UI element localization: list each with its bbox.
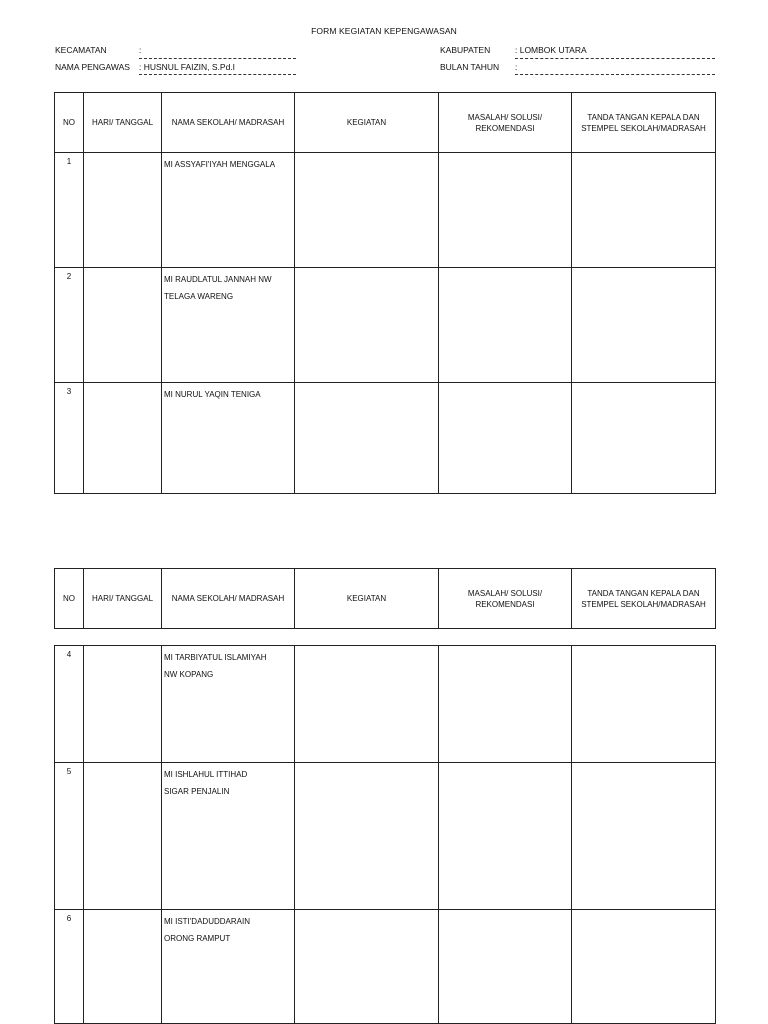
school-name-line1: MI NURUL YAQIN TENIGA xyxy=(164,390,261,399)
school-name-line1: MI ISTI'DADUDDARAIN xyxy=(164,917,250,926)
row-school xyxy=(162,763,295,910)
row-masalah-cell[interactable] xyxy=(439,383,572,494)
table-header-row xyxy=(55,93,716,153)
row-kegiatan-cell[interactable] xyxy=(295,153,439,268)
col-masalah xyxy=(439,93,572,153)
pengawas-label: NAMA PENGAWAS xyxy=(55,62,130,72)
row-tanda-cell[interactable] xyxy=(572,268,716,383)
col-masalah-line2: REKOMENDASI xyxy=(475,599,535,609)
row-no: 1 xyxy=(55,153,84,268)
table-row xyxy=(55,268,716,383)
row-masalah-cell[interactable] xyxy=(439,153,572,268)
school-name-line2: SIGAR PENJALIN xyxy=(164,787,230,796)
col-hari: HARI/ TANGGAL xyxy=(84,93,162,153)
table-header-row xyxy=(55,569,716,629)
col-masalah-line1: MASALAH/ SOLUSI/ xyxy=(467,588,543,598)
row-hari-cell[interactable] xyxy=(84,910,162,1024)
row-masalah-cell[interactable] xyxy=(439,910,572,1024)
row-hari-cell[interactable] xyxy=(84,268,162,383)
school-name-line2: ORONG RAMPUT xyxy=(164,934,231,943)
activity-table-2-header xyxy=(54,568,716,629)
pengawas-line xyxy=(139,74,296,75)
row-school xyxy=(162,153,295,268)
row-kegiatan-cell[interactable] xyxy=(295,763,439,910)
row-tanda-cell[interactable] xyxy=(572,910,716,1024)
row-no: 4 xyxy=(55,646,84,763)
row-masalah-cell[interactable] xyxy=(439,646,572,763)
kecamatan-line xyxy=(139,58,296,59)
col-masalah xyxy=(439,569,572,629)
table-row xyxy=(55,646,716,763)
school-name-line1: MI RAUDLATUL JANNAH NW xyxy=(164,275,272,284)
row-no: 6 xyxy=(55,910,84,1024)
table-row xyxy=(55,910,716,1024)
col-masalah-line2: REKOMENDASI xyxy=(475,123,535,133)
row-masalah-cell[interactable] xyxy=(439,268,572,383)
school-name-line1: MI ISHLAHUL ITTIHAD xyxy=(164,770,248,779)
col-tanda-line1: TANDA TANGAN KEPALA DAN xyxy=(587,588,700,598)
row-kegiatan-cell[interactable] xyxy=(295,268,439,383)
activity-table-1 xyxy=(54,92,716,494)
pengawas-value: : HUSNUL FAIZIN, S.Pd.I xyxy=(139,62,236,72)
col-masalah-line1: MASALAH/ SOLUSI/ xyxy=(467,112,543,122)
table-row xyxy=(55,383,716,494)
col-tanda-line2: STEMPEL SEKOLAH/MADRASAH xyxy=(581,599,706,609)
kecamatan-value: : xyxy=(139,45,142,55)
col-nama: NAMA SEKOLAH/ MADRASAH xyxy=(162,569,295,629)
row-tanda-cell[interactable] xyxy=(572,383,716,494)
row-hari-cell[interactable] xyxy=(84,646,162,763)
row-masalah-cell[interactable] xyxy=(439,763,572,910)
col-kegiatan: KEGIATAN xyxy=(295,569,439,629)
form-title: FORM KEGIATAN KEPENGAWASAN xyxy=(311,26,457,36)
row-hari-cell[interactable] xyxy=(84,763,162,910)
row-no: 5 xyxy=(55,763,84,910)
col-tanda-line2: STEMPEL SEKOLAH/MADRASAH xyxy=(581,123,706,133)
col-no: NO xyxy=(55,569,84,629)
row-school xyxy=(162,383,295,494)
row-tanda-cell[interactable] xyxy=(572,153,716,268)
bulan-value: : xyxy=(515,62,518,72)
table-row xyxy=(55,153,716,268)
row-hari-cell[interactable] xyxy=(84,383,162,494)
col-nama: NAMA SEKOLAH/ MADRASAH xyxy=(162,93,295,153)
kabupaten-label: KABUPATEN xyxy=(440,45,491,55)
row-kegiatan-cell[interactable] xyxy=(295,646,439,763)
col-hari: HARI/ TANGGAL xyxy=(84,569,162,629)
row-tanda-cell[interactable] xyxy=(572,646,716,763)
bulan-line xyxy=(515,74,715,75)
row-no: 2 xyxy=(55,268,84,383)
row-school xyxy=(162,910,295,1024)
kabupaten-line xyxy=(515,58,715,59)
school-name-line2: NW KOPANG xyxy=(164,670,214,679)
col-tanda xyxy=(572,569,716,629)
col-tanda-line1: TANDA TANGAN KEPALA DAN xyxy=(587,112,700,122)
row-school xyxy=(162,646,295,763)
school-name-line1: MI ASSYAFI'IYAH MENGGALA xyxy=(164,160,276,169)
activity-table-2-body xyxy=(54,645,716,1024)
row-hari-cell[interactable] xyxy=(84,153,162,268)
school-name-line2: TELAGA WARENG xyxy=(164,292,234,301)
col-tanda xyxy=(572,93,716,153)
row-no: 3 xyxy=(55,383,84,494)
col-no: NO xyxy=(55,93,84,153)
kecamatan-label: KECAMATAN xyxy=(55,45,107,55)
row-kegiatan-cell[interactable] xyxy=(295,910,439,1024)
row-kegiatan-cell[interactable] xyxy=(295,383,439,494)
row-school xyxy=(162,268,295,383)
bulan-label: BULAN TAHUN xyxy=(440,62,500,72)
col-kegiatan: KEGIATAN xyxy=(295,93,439,153)
row-tanda-cell[interactable] xyxy=(572,763,716,910)
table-row xyxy=(55,763,716,910)
school-name-line1: MI TARBIYATUL ISLAMIYAH xyxy=(164,653,267,662)
kabupaten-value: : LOMBOK UTARA xyxy=(515,45,587,55)
